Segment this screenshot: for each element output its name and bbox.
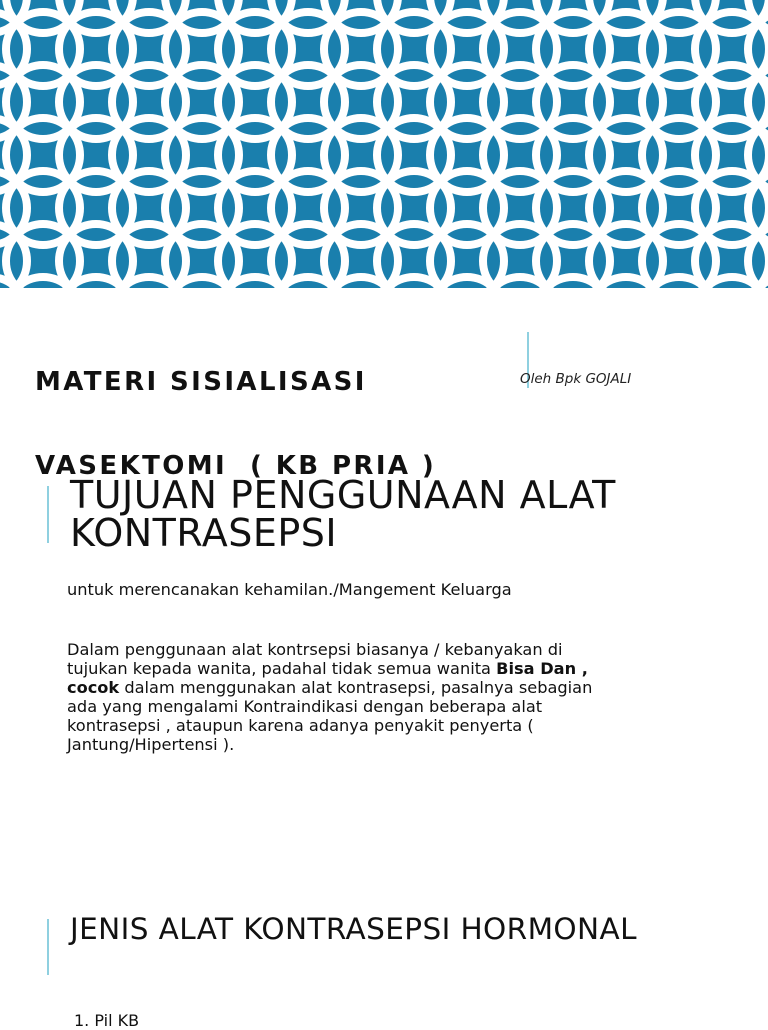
list-item: 1. Pil KB — [74, 1011, 140, 1030]
body-paragraph — [67, 640, 657, 754]
author-subtitle: Oleh Bpk GOJALI — [520, 371, 632, 387]
title-line-2: VASEKTOMI ( KB PRIA ) — [35, 451, 437, 481]
paragraph-line: ada yang mengalami Kontraindikasi dengan beberapa alat — [67, 697, 543, 716]
section-heading: JENIS ALAT KONTRASEPSI HORMONAL — [70, 912, 637, 946]
section-heading — [70, 473, 616, 555]
paragraph-line: Dalam penggunaan alat kontrsepsi biasanya / kebanyakan di — [67, 640, 563, 659]
title-line-1: MATERI SISIALISASI — [35, 367, 367, 397]
paragraph-bold-text: Bisa Dan , — [496, 659, 588, 678]
contraceptive-list — [74, 1011, 139, 1030]
accent-divider — [47, 919, 49, 975]
heading-line-1: TUJUAN PENGGUNAAN ALAT — [70, 473, 616, 517]
paragraph-line — [67, 659, 657, 678]
pattern-banner — [0, 0, 768, 288]
circle-pattern-graphic — [0, 0, 768, 288]
heading-line-2: KONTRASEPSI — [70, 511, 338, 555]
paragraph-text: tujukan kepada wanita, padahal tidak semua wanita — [67, 659, 497, 678]
paragraph-line: kontrasepsi , ataupun karena adanya penyakit penyerta ( — [67, 716, 534, 735]
paragraph-line — [67, 678, 657, 697]
paragraph-bold-text: cocok — [67, 678, 120, 697]
purpose-paragraph: untuk merencanakan kehamilan./Mangement Keluarga — [67, 580, 512, 599]
paragraph-text: dalam menggunakan alat kontrasepsi, pasalnya sebagian — [119, 678, 593, 697]
accent-divider — [47, 486, 49, 543]
paragraph-line: Jantung/Hipertensi ). — [67, 735, 235, 754]
